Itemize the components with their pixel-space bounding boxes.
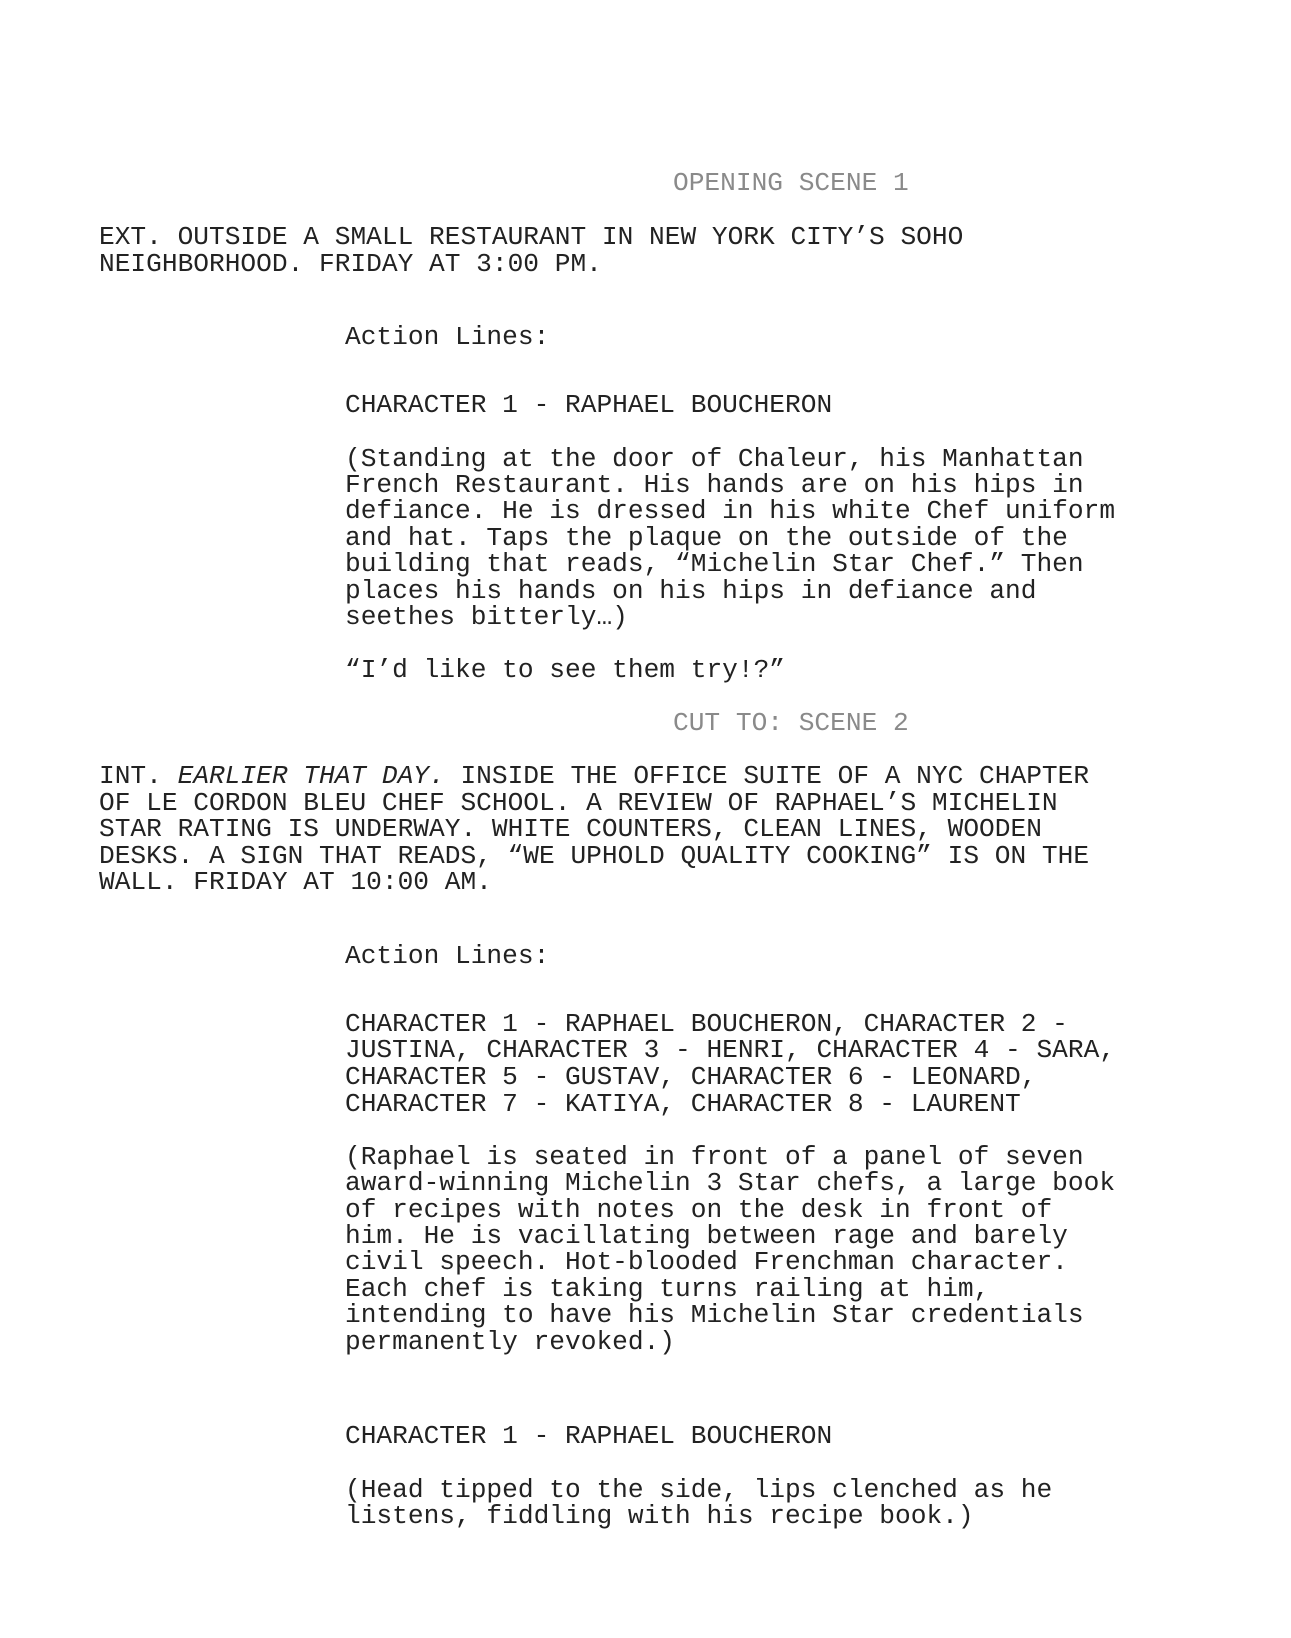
parenthetical-line: him. He is vacillating between rage and barely <box>345 1221 1068 1251</box>
parenthetical-line: building that reads, “Michelin Star Chef.” Then <box>345 549 1084 579</box>
slugline-line: EXT. OUTSIDE A SMALL RESTAURANT IN NEW YORK CITY’S SOHO <box>99 222 964 252</box>
slugline-italic: EARLIER THAT DAY. <box>177 761 445 791</box>
slugline-rest: INSIDE THE OFFICE SUITE OF A NYC CHAPTER <box>444 761 1090 791</box>
parenthetical-line: (Raphael is seated in front of a panel of seven <box>345 1142 1084 1172</box>
parenthetical-line: permanently revoked.) <box>345 1327 676 1357</box>
parenthetical-line: defiance. He is dressed in his white Chef uniform <box>345 496 1116 526</box>
slugline-line: DESKS. A SIGN THAT READS, “WE UPHOLD QUALITY COOKING” IS ON THE <box>99 841 1090 871</box>
parenthetical-line: Each chef is taking turns railing at him, <box>345 1274 990 1304</box>
parenthetical-line: and hat. Taps the plaque on the outside of the <box>345 523 1068 553</box>
character-list-line: CHARACTER 7 - KATIYA, CHARACTER 8 - LAURENT <box>345 1089 1021 1119</box>
character-list-line: JUSTINA, CHARACTER 3 - HENRI, CHARACTER 4 - SARA, <box>345 1035 1116 1065</box>
character-name: CHARACTER 1 - RAPHAEL BOUCHERON <box>345 1421 833 1451</box>
character-list-line: CHARACTER 5 - GUSTAV, CHARACTER 6 - LEONARD, <box>345 1062 1037 1092</box>
parenthetical-line: places his hands on his hips in defiance and <box>345 576 1037 606</box>
parenthetical-line: listens, fiddling with his recipe book.) <box>345 1501 974 1531</box>
slugline-prefix: INT. <box>99 761 178 791</box>
parenthetical-line: award-winning Michelin 3 Star chefs, a large book <box>345 1168 1116 1198</box>
scene-heading: OPENING SCENE 1 <box>673 168 909 198</box>
character-name: CHARACTER 1 - RAPHAEL BOUCHERON <box>345 390 833 420</box>
dialogue-line: “I’d like to see them try!?” <box>345 655 786 685</box>
parenthetical-line: of recipes with notes on the desk in front of <box>345 1195 1053 1225</box>
slugline-line <box>99 763 1089 790</box>
slugline-line: NEIGHBORHOOD. FRIDAY AT 3:00 PM. <box>99 249 602 279</box>
action-lines-label: Action Lines: <box>345 322 550 352</box>
parenthetical-line: intending to have his Michelin Star credentials <box>345 1300 1084 1330</box>
slugline-line: OF LE CORDON BLEU CHEF SCHOOL. A REVIEW OF RAPHAEL’S MICHELIN <box>99 788 1058 818</box>
character-list-line: CHARACTER 1 - RAPHAEL BOUCHERON, CHARACTER 2 - <box>345 1009 1068 1039</box>
parenthetical-line: civil speech. Hot-blooded Frenchman character. <box>345 1247 1068 1277</box>
parenthetical-line: French Restaurant. His hands are on his hips in <box>345 470 1084 500</box>
parenthetical-line: (Head tipped to the side, lips clenched as he <box>345 1475 1053 1505</box>
slugline-line: STAR RATING IS UNDERWAY. WHITE COUNTERS, CLEAN LINES, WOODEN <box>99 814 1042 844</box>
parenthetical-line: seethes bitterly…) <box>345 602 628 632</box>
slugline-line: WALL. FRIDAY AT 10:00 AM. <box>99 867 492 897</box>
action-lines-label: Action Lines: <box>345 941 550 971</box>
scene-heading: CUT TO: SCENE 2 <box>673 708 909 738</box>
parenthetical-line: (Standing at the door of Chaleur, his Manhattan <box>345 444 1084 474</box>
